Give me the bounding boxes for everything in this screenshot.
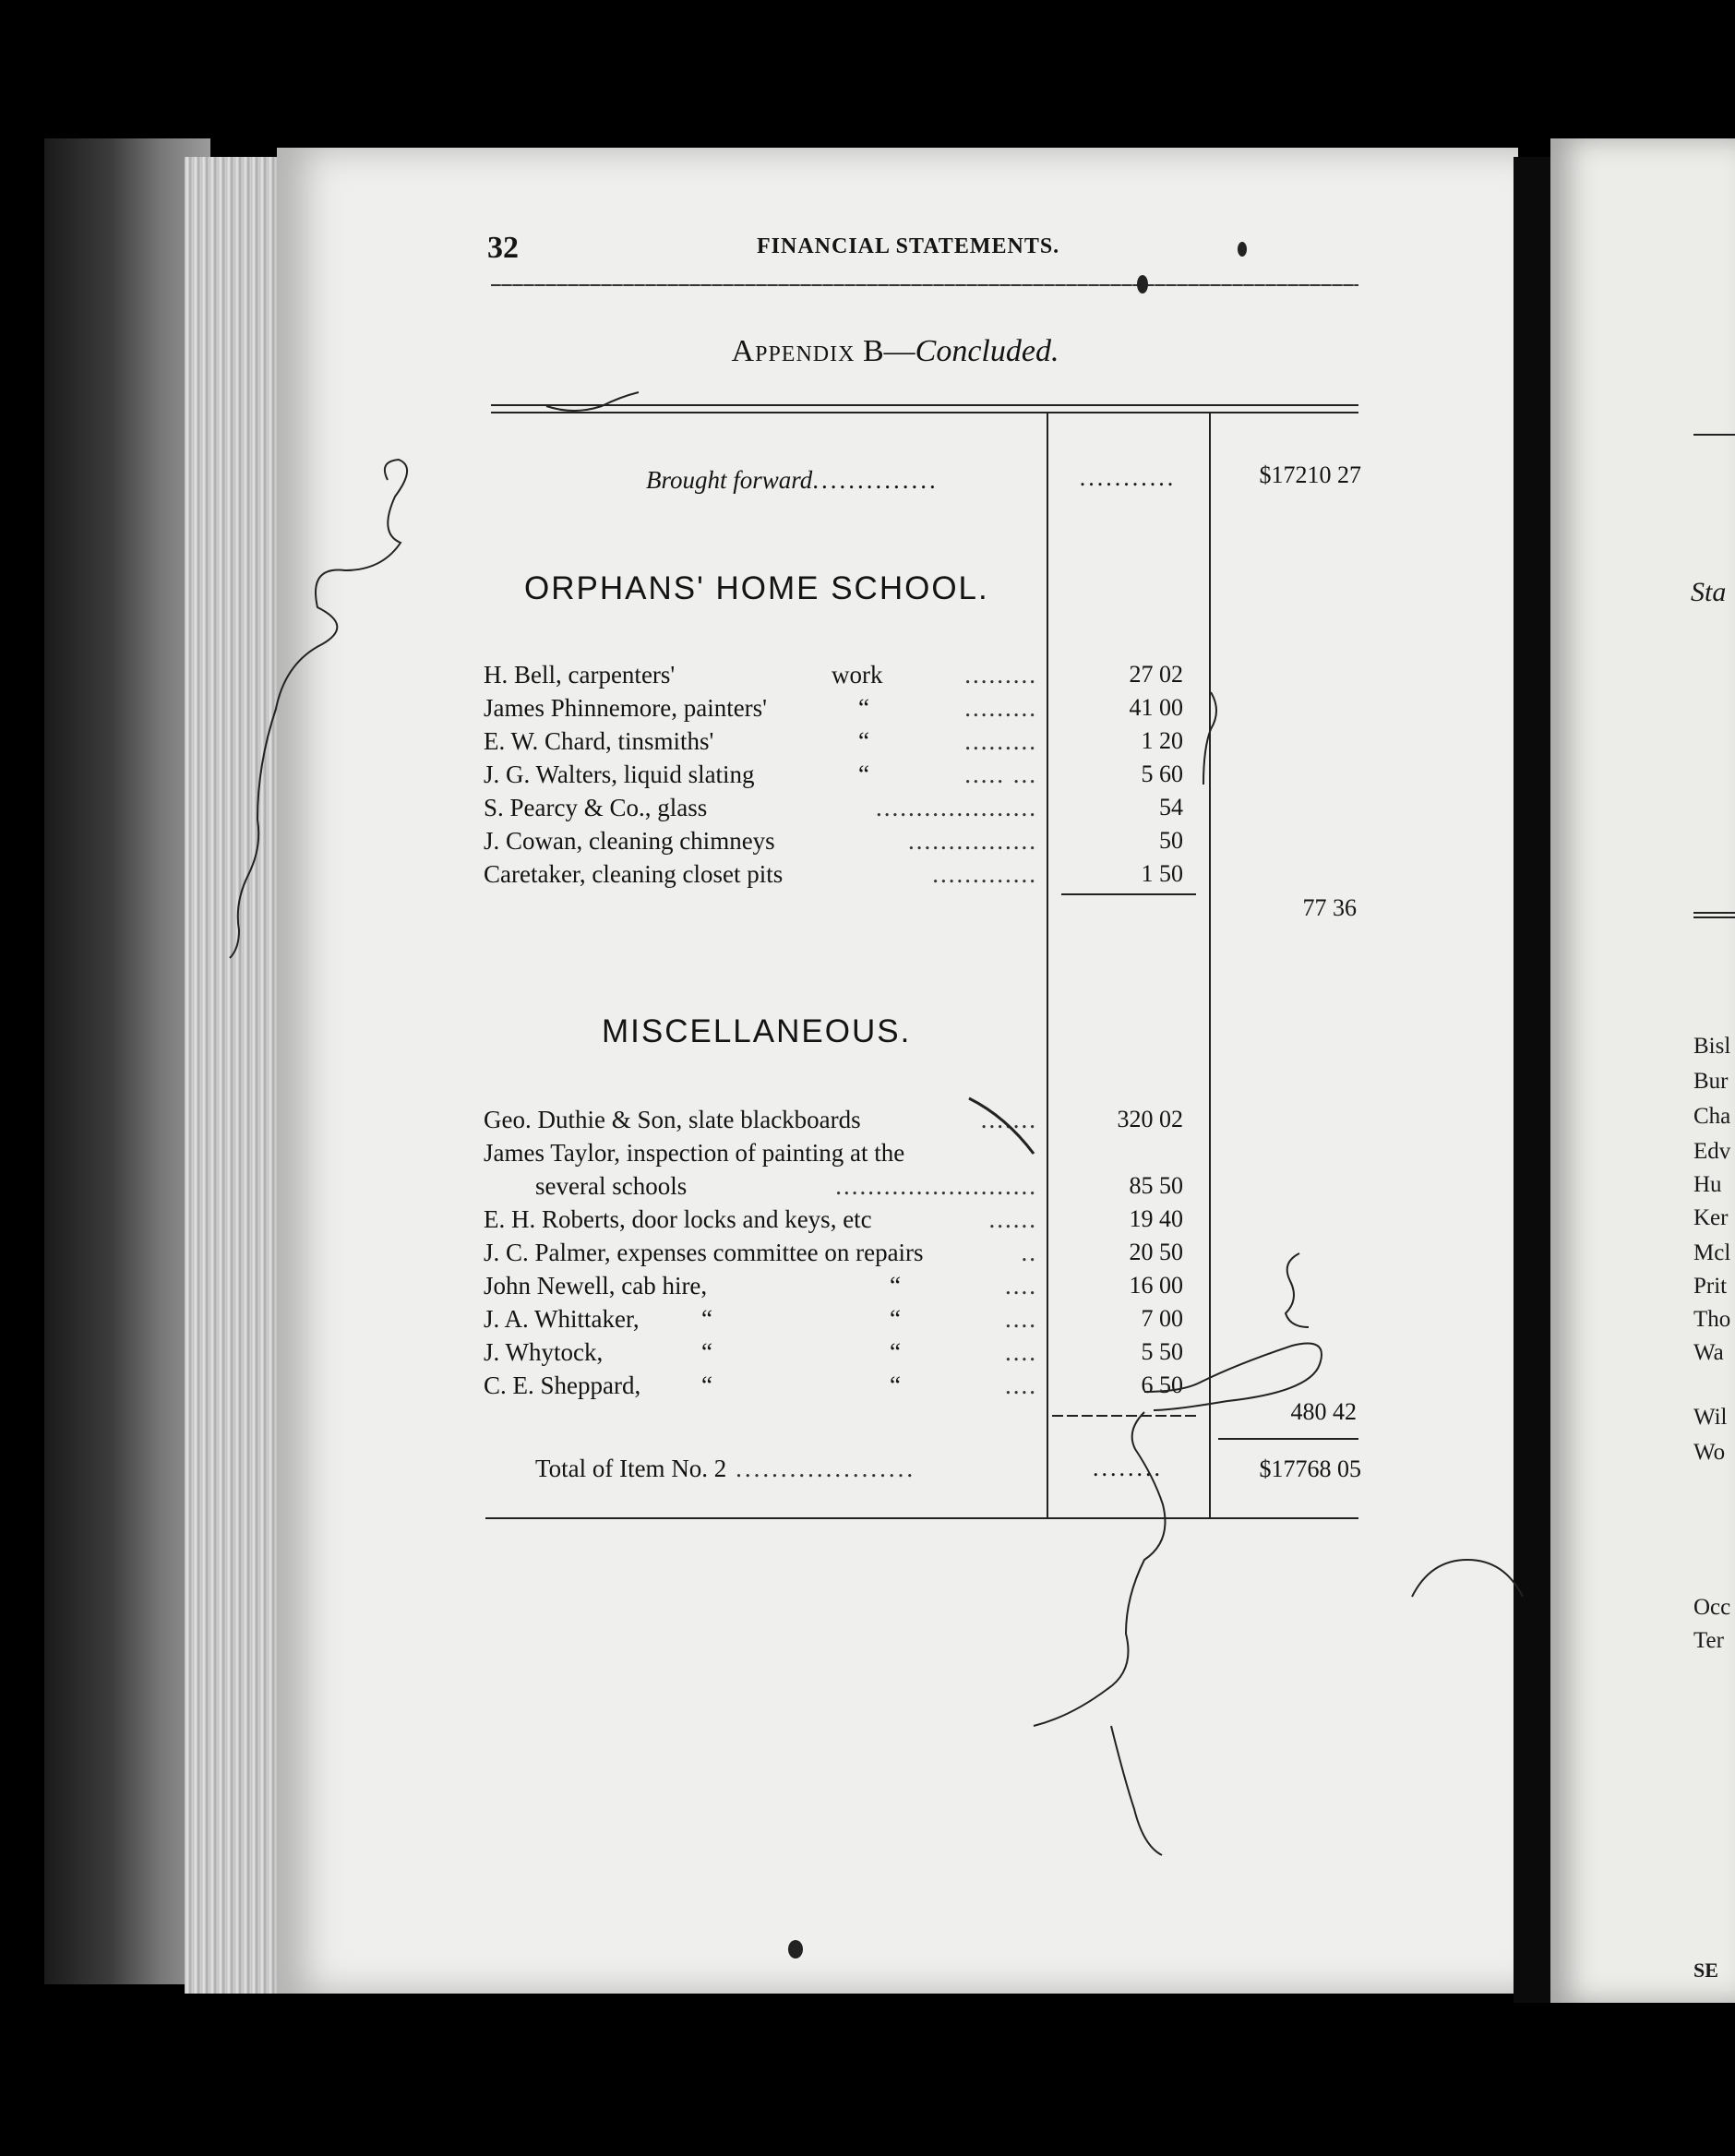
row-label: J. C. Palmer, expenses committee on repairs	[484, 1239, 924, 1266]
section-subtotal: 480 42	[1290, 1398, 1357, 1425]
row-label: S. Pearcy & Co., glass	[484, 794, 708, 821]
row-ditto: “	[701, 1305, 712, 1333]
table-row	[484, 824, 1037, 857]
leader-dots: ....	[1005, 1305, 1037, 1333]
row-amount: 27 02	[1129, 661, 1183, 688]
facing-fragment: Cha	[1693, 1104, 1731, 1129]
table-row	[484, 725, 1037, 758]
row-amount: 1 50	[1141, 860, 1183, 887]
row-amount: 16 00	[1129, 1272, 1183, 1299]
row-label: several schools	[535, 1172, 688, 1200]
table-row	[484, 658, 1037, 691]
appendix-suffix: Concluded.	[915, 334, 1059, 368]
total-label: Total of Item No. 2	[535, 1455, 727, 1482]
brought-forward-text: Brought forward	[646, 466, 813, 494]
leader-dots: ....................	[876, 794, 1037, 821]
facing-rule	[1693, 912, 1735, 918]
leader-dots: ..... ...	[964, 761, 1037, 788]
leader-dots: .........................	[835, 1172, 1037, 1200]
total-row: Total of Item No. 2 ....................	[535, 1455, 916, 1482]
facing-fragment: Tho	[1693, 1307, 1731, 1332]
subtotal-rule	[1061, 893, 1196, 895]
facing-fragment: Bisl	[1693, 1034, 1731, 1059]
row-label: James Taylor, inspection of painting at the	[484, 1139, 905, 1167]
leader-dots: .........	[964, 694, 1037, 722]
table-row	[484, 691, 1037, 725]
facing-fragment: Wil	[1693, 1405, 1728, 1430]
brought-forward-col1: ...........	[1079, 464, 1177, 491]
table-row	[484, 1302, 1037, 1336]
row-ditto: work	[832, 661, 883, 689]
row-label: Caretaker, cleaning closet pits	[484, 860, 784, 888]
table-row	[484, 1169, 1037, 1203]
book-gutter	[1514, 157, 1550, 2003]
row-amount: 54	[1159, 794, 1183, 820]
page-number: 32	[487, 231, 519, 265]
subtotal-rule	[1052, 1415, 1200, 1417]
table-row	[484, 1336, 1037, 1369]
row-label: J. Cowan, cleaning chimneys	[484, 827, 775, 855]
row-label: C. E. Sheppard,	[484, 1371, 641, 1399]
row-amount: 5 50	[1141, 1338, 1183, 1365]
row-amount: 7 00	[1141, 1305, 1183, 1332]
row-ditto: “	[858, 727, 869, 755]
row-label: Geo. Duthie & Son, slate blackboards	[484, 1106, 861, 1133]
column-rule	[1047, 412, 1048, 1519]
facing-fragment: Sta	[1691, 577, 1727, 607]
row-label: J. Whytock,	[484, 1338, 604, 1366]
leader-dots: ......	[988, 1205, 1037, 1233]
table-row	[484, 1269, 1037, 1302]
facing-fragment: Edv	[1693, 1139, 1731, 1164]
table-row	[484, 1136, 1037, 1169]
appendix-heading	[0, 334, 1735, 369]
section-subtotal: 77 36	[1302, 894, 1357, 921]
facing-page	[1550, 138, 1735, 2003]
row-amount: 85 50	[1129, 1172, 1183, 1199]
facing-rule	[1693, 434, 1735, 436]
leader-dots: .......	[980, 1106, 1037, 1133]
leader-dots: .........	[964, 727, 1037, 755]
facing-fragment: Mcl	[1693, 1240, 1731, 1265]
row-label: E. H. Roberts, door locks and keys, etc	[484, 1205, 872, 1233]
leader-dots: ....	[1005, 1338, 1037, 1366]
facing-fragment: Wo	[1693, 1440, 1726, 1465]
row-amount: 19 40	[1129, 1205, 1183, 1232]
row-amount: 6 50	[1141, 1371, 1183, 1398]
row-ditto: “	[890, 1371, 901, 1399]
row-ditto: “	[701, 1371, 712, 1399]
row-ditto: “	[858, 761, 869, 788]
grand-total: $17768 05	[1259, 1455, 1361, 1482]
total-col1: ........	[1093, 1455, 1163, 1481]
row-ditto: “	[890, 1272, 901, 1300]
facing-fragment: Hu	[1693, 1172, 1722, 1197]
facing-fragment: SE	[1693, 1958, 1718, 1982]
facing-fragment: Occ	[1693, 1595, 1731, 1620]
table-top-rule	[491, 412, 1358, 413]
row-ditto: “	[890, 1338, 901, 1366]
header-rule	[491, 284, 1358, 286]
row-label: John Newell, cab hire,	[484, 1272, 708, 1300]
facing-fragment: Bur	[1693, 1069, 1729, 1094]
leader-dots: .............	[932, 860, 1037, 888]
table-row	[484, 1369, 1037, 1402]
left-page	[277, 148, 1518, 1994]
running-title: FINANCIAL STATEMENTS.	[757, 234, 1060, 258]
table-row	[484, 791, 1037, 824]
leader-dots: ....	[1005, 1272, 1037, 1300]
leader-dots: .........	[964, 661, 1037, 689]
appendix-letter: B—	[862, 334, 915, 368]
row-amount: 41 00	[1129, 694, 1183, 721]
section-title: MISCELLANEOUS.	[602, 1013, 912, 1049]
facing-fragment: Prit	[1693, 1274, 1728, 1299]
facing-fragment: Ker	[1693, 1205, 1729, 1230]
row-amount: 320 02	[1117, 1106, 1183, 1132]
leader-dots: ..	[1021, 1239, 1037, 1266]
row-label: J. A. Whittaker,	[484, 1305, 640, 1333]
row-label: E. W. Chard, tinsmiths'	[484, 727, 714, 755]
total-rule	[1218, 1438, 1358, 1440]
facing-fragment: Wa	[1693, 1340, 1724, 1365]
row-ditto: “	[890, 1305, 901, 1333]
brought-forward-total: $17210 27	[1259, 461, 1361, 488]
table-row	[484, 758, 1037, 791]
row-label: H. Bell, carpenters'	[484, 661, 676, 689]
table-row	[484, 857, 1037, 891]
section-title: ORPHANS' HOME SCHOOL.	[524, 570, 989, 606]
row-amount	[1063, 1136, 1183, 1169]
leader-dots: ................	[908, 827, 1037, 855]
row-ditto: “	[858, 694, 869, 722]
table-bottom-rule	[485, 1517, 1358, 1519]
row-label: J. G. Walters, liquid slating	[484, 761, 755, 788]
brought-forward-label: Brought forward..............	[646, 466, 939, 494]
row-amount: 5 60	[1141, 761, 1183, 787]
leader-dots: ....	[1005, 1371, 1037, 1399]
row-ditto: “	[701, 1338, 712, 1366]
facing-fragment: Ter	[1693, 1628, 1724, 1653]
row-label: James Phinnemore, painters'	[484, 694, 768, 722]
table-row	[484, 1236, 1037, 1269]
row-amount: 50	[1159, 827, 1183, 854]
appendix-prefix: Appendix	[731, 334, 856, 368]
row-amount: 1 20	[1141, 727, 1183, 754]
row-amount: 20 50	[1129, 1239, 1183, 1265]
column-rule	[1209, 412, 1211, 1519]
table-row	[484, 1203, 1037, 1236]
table-top-rule	[491, 404, 1358, 406]
table-row	[484, 1103, 1037, 1136]
